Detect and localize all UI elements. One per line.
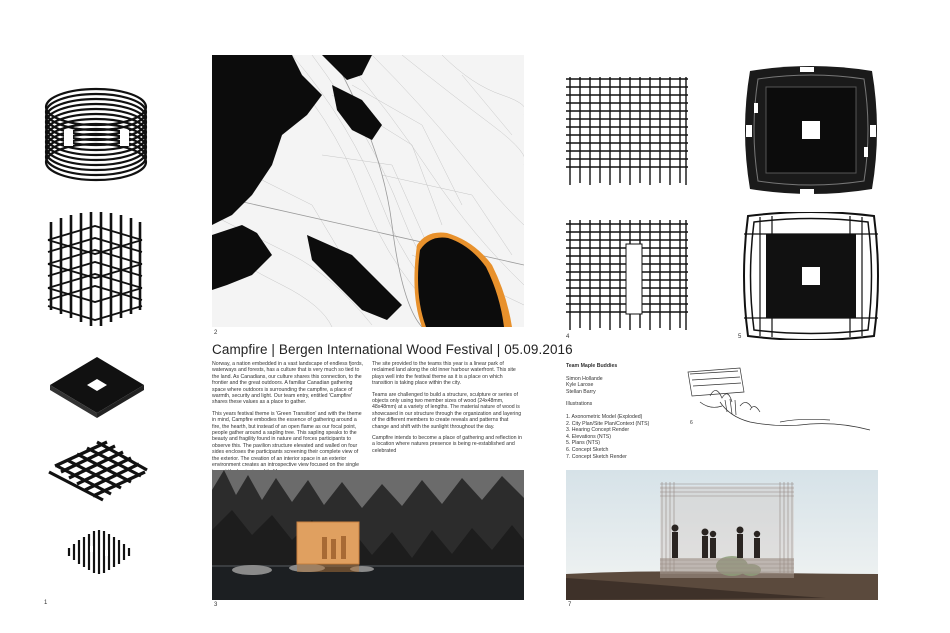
figure-number-1: 1 [44, 600, 48, 606]
axonometric-base-layer [64, 528, 134, 576]
team-heading: Team Maple Buddies [566, 363, 618, 369]
team-credits [566, 363, 676, 460]
body-text-right [372, 361, 524, 459]
illustration-item: 6. Concept Sketch [566, 446, 609, 453]
illustration-item: 3. Hearing Concept Render [566, 427, 630, 434]
figure-number-5: 5 [738, 334, 742, 340]
concept-sketch-render [566, 470, 878, 600]
figure-number-4: 4 [566, 334, 570, 340]
illustration-item: 1. Axonometric Model (Exploded) [566, 413, 643, 420]
axonometric-grid-layer [45, 440, 149, 506]
site-plan-map [212, 55, 524, 327]
figure-number-3: 3 [214, 602, 218, 608]
illustration-item: 4. Elevations (NTS) [566, 433, 611, 440]
plan-floor [740, 212, 882, 340]
body-paragraph: Norway, a nation embedded in a vast landscape of endless fjords, waterways and forests, has a culture that is very much so tied to the land. As Canadians, our culture shares this connection, to the frontier and the great outdoors. A familiar Canadian gathering space where outdoors is surrounding the campfire, a place of warmth, security and light. Our team entry, entitled 'Campfire' shares these values as a place to gather. [212, 361, 364, 406]
elevation-top [566, 77, 688, 187]
illustration-item: 7. Concept Sketch Render [566, 453, 627, 460]
figure-number-6: 6 [690, 420, 693, 426]
concept-sketch [680, 362, 880, 457]
figure-number-7: 7 [568, 602, 572, 608]
illustration-item: 2. City Plan/Site Plan/Context (NTS) [566, 420, 650, 427]
plan-roof [740, 65, 882, 195]
hearing-concept-render [212, 470, 524, 600]
illustrations-heading: Illustrations [566, 401, 593, 408]
body-text-left [212, 361, 366, 480]
illustration-item: 5. Plans (NTS) [566, 440, 601, 447]
body-paragraph: This years festival theme is 'Green Transition' and with the theme in mind, Campfire embodies the essence of gathering around a fire, the hearth, but instead of an open flame as our focal point, people gather around a sapling tree. This sapling speaks to the beauty and fragility found in nature and forces participants to observe this. The pavilion structure elevated and walled on four sides encloses the participants screening their complete view of the exterior. The creation of an interior space in an exterior environment creates an introspective view focused on the single [212, 410, 362, 469]
team-member: Stellan Barry [566, 388, 596, 395]
body-paragraph: Campfire intends to become a place of gathering and reflection in a location where natures presence is being re-established and celebrated [372, 435, 522, 454]
axonometric-floor-layer [48, 355, 146, 420]
team-member: Kyle Larose [566, 382, 594, 389]
team-member: Simon Hollande [566, 375, 603, 382]
axonometric-ring-layer [40, 85, 152, 185]
body-paragraph: The site provided to the teams this year is a linear park of reclaimed land along the old inner harbour waterfront. This site plays well into the festival theme as it is a place on which transition is taking place within the city. [372, 361, 516, 387]
body-paragraph: Teams are challenged to build a structure, sculpture or series of objects only using two member sizes of wood (24x48mm, 48x48mm) at a variety of lengths. The material nature of wood is showcased in our structure through the organization and layering of the different members to create reveals and patterns that change and shift with the sunlight throughout the day. [372, 391, 522, 430]
figure-number-2: 2 [214, 330, 218, 336]
page-title: Campfire | Bergen International Wood Festival | 05.09.2016 [212, 342, 573, 357]
axonometric-frame-layer [45, 210, 145, 335]
elevation-bottom [566, 220, 688, 332]
